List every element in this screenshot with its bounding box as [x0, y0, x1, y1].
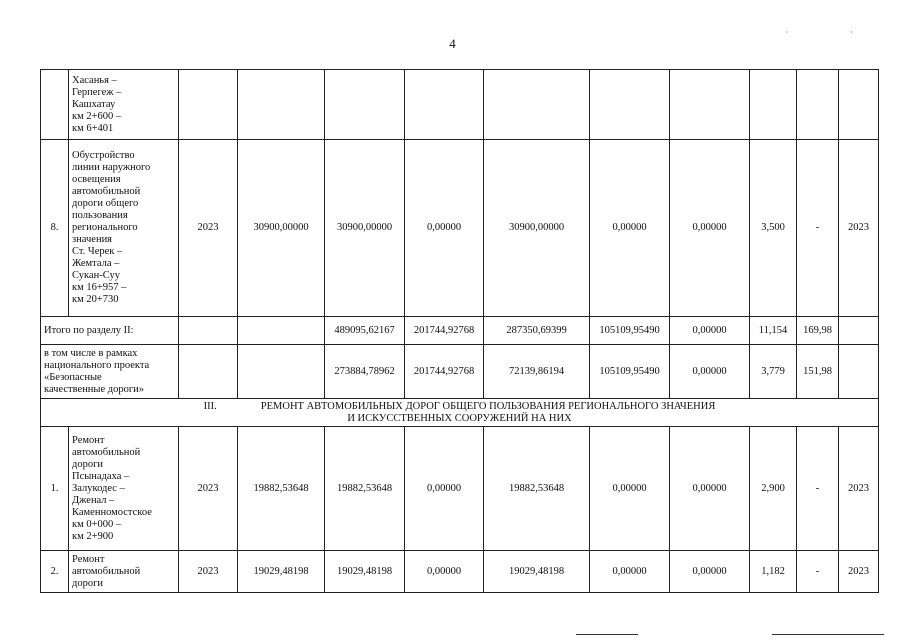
- empty-cell: [238, 317, 325, 345]
- signature-line-left: [576, 634, 638, 635]
- value-cell: -: [797, 427, 839, 551]
- object-name-line: км 2+600 –: [72, 110, 122, 122]
- empty-cell: [179, 345, 238, 399]
- value-cell: 489095,62167: [325, 317, 405, 345]
- value-cell: 11,154: [750, 317, 797, 345]
- object-name-line: Герпегеж –: [72, 86, 122, 98]
- page-number: 4: [449, 36, 456, 51]
- table-row: [41, 70, 879, 140]
- value-cell: [839, 70, 879, 140]
- national-project-row: [41, 345, 879, 399]
- row-number: 8.: [41, 140, 69, 317]
- value-cell: 0,00000: [670, 345, 750, 399]
- object-name-line: дороги: [72, 577, 104, 589]
- object-name-line: Жемтала –: [72, 258, 120, 269]
- value-cell: 0,00000: [405, 140, 484, 317]
- object-name-line: Ремонт: [72, 553, 105, 565]
- section-title: [41, 399, 879, 427]
- object-name-line: Обустройство: [72, 150, 135, 161]
- value-cell: 2,900: [750, 427, 797, 551]
- object-name-line: Сукан-Суу: [72, 270, 120, 281]
- value-cell: 2023: [839, 551, 879, 593]
- object-name-line: км 16+957 –: [72, 282, 127, 293]
- value-cell: 2023: [839, 140, 879, 317]
- object-name: [69, 140, 179, 317]
- value-cell: 273884,78962: [325, 345, 405, 399]
- value-cell: 105109,95490: [590, 345, 670, 399]
- empty-cell: [238, 345, 325, 399]
- object-name-line: км 20+730: [72, 294, 119, 305]
- object-name-line: дороги: [72, 458, 104, 470]
- value-cell: 19029,48198: [238, 551, 325, 593]
- value-cell: [238, 70, 325, 140]
- value-cell: 0,00000: [405, 427, 484, 551]
- signature-line-right: [772, 634, 884, 635]
- object-name-line: автомобильной: [72, 565, 141, 577]
- object-name-line: Ремонт: [72, 434, 105, 446]
- row-number: 1.: [41, 427, 69, 551]
- value-cell: 1,182: [750, 551, 797, 593]
- object-name-line: регионального: [72, 222, 138, 233]
- value-cell: 0,00000: [405, 551, 484, 593]
- object-name-line: дороги общего: [72, 198, 139, 209]
- value-cell: 0,00000: [670, 427, 750, 551]
- label-line: качественные дороги»: [44, 383, 145, 395]
- value-cell: 19029,48198: [325, 551, 405, 593]
- value-cell: 72139,86194: [484, 345, 590, 399]
- year-cell: 2023: [179, 551, 238, 593]
- value-cell: 201744,92768: [405, 317, 484, 345]
- value-cell: 0,00000: [590, 140, 670, 317]
- object-name-line: км 6+401: [72, 122, 114, 134]
- value-cell: 3,779: [750, 345, 797, 399]
- label-line: «Безопасные: [44, 371, 102, 383]
- object-name-line: км 0+000 –: [72, 518, 122, 530]
- scan-specks: · ·: [785, 28, 883, 37]
- value-cell: 3,500: [750, 140, 797, 317]
- table-row: [41, 140, 879, 317]
- row-number: 2.: [41, 551, 69, 593]
- value-cell: 287350,69399: [484, 317, 590, 345]
- label-line: в том числе в рамках: [44, 347, 138, 359]
- object-name-line: автомобильной: [72, 186, 141, 197]
- object-name-line: значения: [72, 234, 113, 245]
- value-cell: 0,00000: [670, 140, 750, 317]
- value-cell: 151,98: [797, 345, 839, 399]
- value-cell: [405, 70, 484, 140]
- section-title-line2: И ИСКУССТВЕННЫХ СООРУЖЕНИЙ НА НИХ: [347, 412, 572, 424]
- value-cell: 2023: [839, 427, 879, 551]
- object-name-line: Залукодес –: [72, 482, 125, 494]
- total-row: [41, 317, 879, 345]
- table-row: [41, 427, 879, 551]
- label-line: национального проекта: [44, 359, 150, 371]
- value-cell: 30900,00000: [238, 140, 325, 317]
- object-name: [69, 551, 179, 593]
- table-row: [41, 551, 879, 593]
- value-cell: 169,98: [797, 317, 839, 345]
- value-cell: [797, 70, 839, 140]
- value-cell: 19882,53648: [484, 427, 590, 551]
- value-cell: 30900,00000: [484, 140, 590, 317]
- value-cell: 19882,53648: [325, 427, 405, 551]
- empty-cell: [179, 317, 238, 345]
- value-cell: 0,00000: [670, 551, 750, 593]
- value-cell: 19882,53648: [238, 427, 325, 551]
- object-name-line: Псынадаха –: [72, 470, 130, 482]
- value-cell: 201744,92768: [405, 345, 484, 399]
- year-cell: 2023: [179, 140, 238, 317]
- object-name-line: освещения: [72, 174, 121, 185]
- object-name-line: Кашхатау: [72, 98, 116, 110]
- value-cell: 105109,95490: [590, 317, 670, 345]
- object-name-line: Хасанья –: [72, 74, 117, 86]
- section-title-line1: РЕМОНТ АВТОМОБИЛЬНЫХ ДОРОГ ОБЩЕГО ПОЛЬЗОВАНИЯ РЕГИОНАЛЬНОГО ЗНАЧЕНИЯ: [260, 400, 716, 412]
- year-cell: 2023: [179, 427, 238, 551]
- value-cell: 0,00000: [590, 551, 670, 593]
- object-name-line: Ст. Черек –: [72, 246, 123, 257]
- value-cell: [670, 70, 750, 140]
- section-number: III.: [203, 400, 217, 412]
- object-name-line: пользования: [72, 210, 128, 221]
- object-name-line: Каменномостское: [72, 506, 152, 518]
- empty-cell: [839, 345, 879, 399]
- object-name: [69, 427, 179, 551]
- value-cell: [325, 70, 405, 140]
- value-cell: 30900,00000: [325, 140, 405, 317]
- value-cell: 19029,48198: [484, 551, 590, 593]
- total-label: Итого по разделу II:: [41, 317, 179, 345]
- object-name: [69, 70, 179, 140]
- value-cell: 0,00000: [590, 427, 670, 551]
- year-cell: [179, 70, 238, 140]
- object-name-line: Дженал –: [72, 494, 115, 506]
- object-name-line: линии наружного: [72, 162, 151, 173]
- value-cell: [590, 70, 670, 140]
- section-header-row: [41, 399, 879, 427]
- value-cell: -: [797, 140, 839, 317]
- value-cell: [750, 70, 797, 140]
- value-cell: [484, 70, 590, 140]
- object-name-line: автомобильной: [72, 446, 141, 458]
- row-number: [41, 70, 69, 140]
- object-name-line: км 2+900: [72, 530, 114, 542]
- value-cell: 0,00000: [670, 317, 750, 345]
- empty-cell: [839, 317, 879, 345]
- national-project-label: [41, 345, 179, 399]
- program-table: [40, 69, 879, 593]
- value-cell: -: [797, 551, 839, 593]
